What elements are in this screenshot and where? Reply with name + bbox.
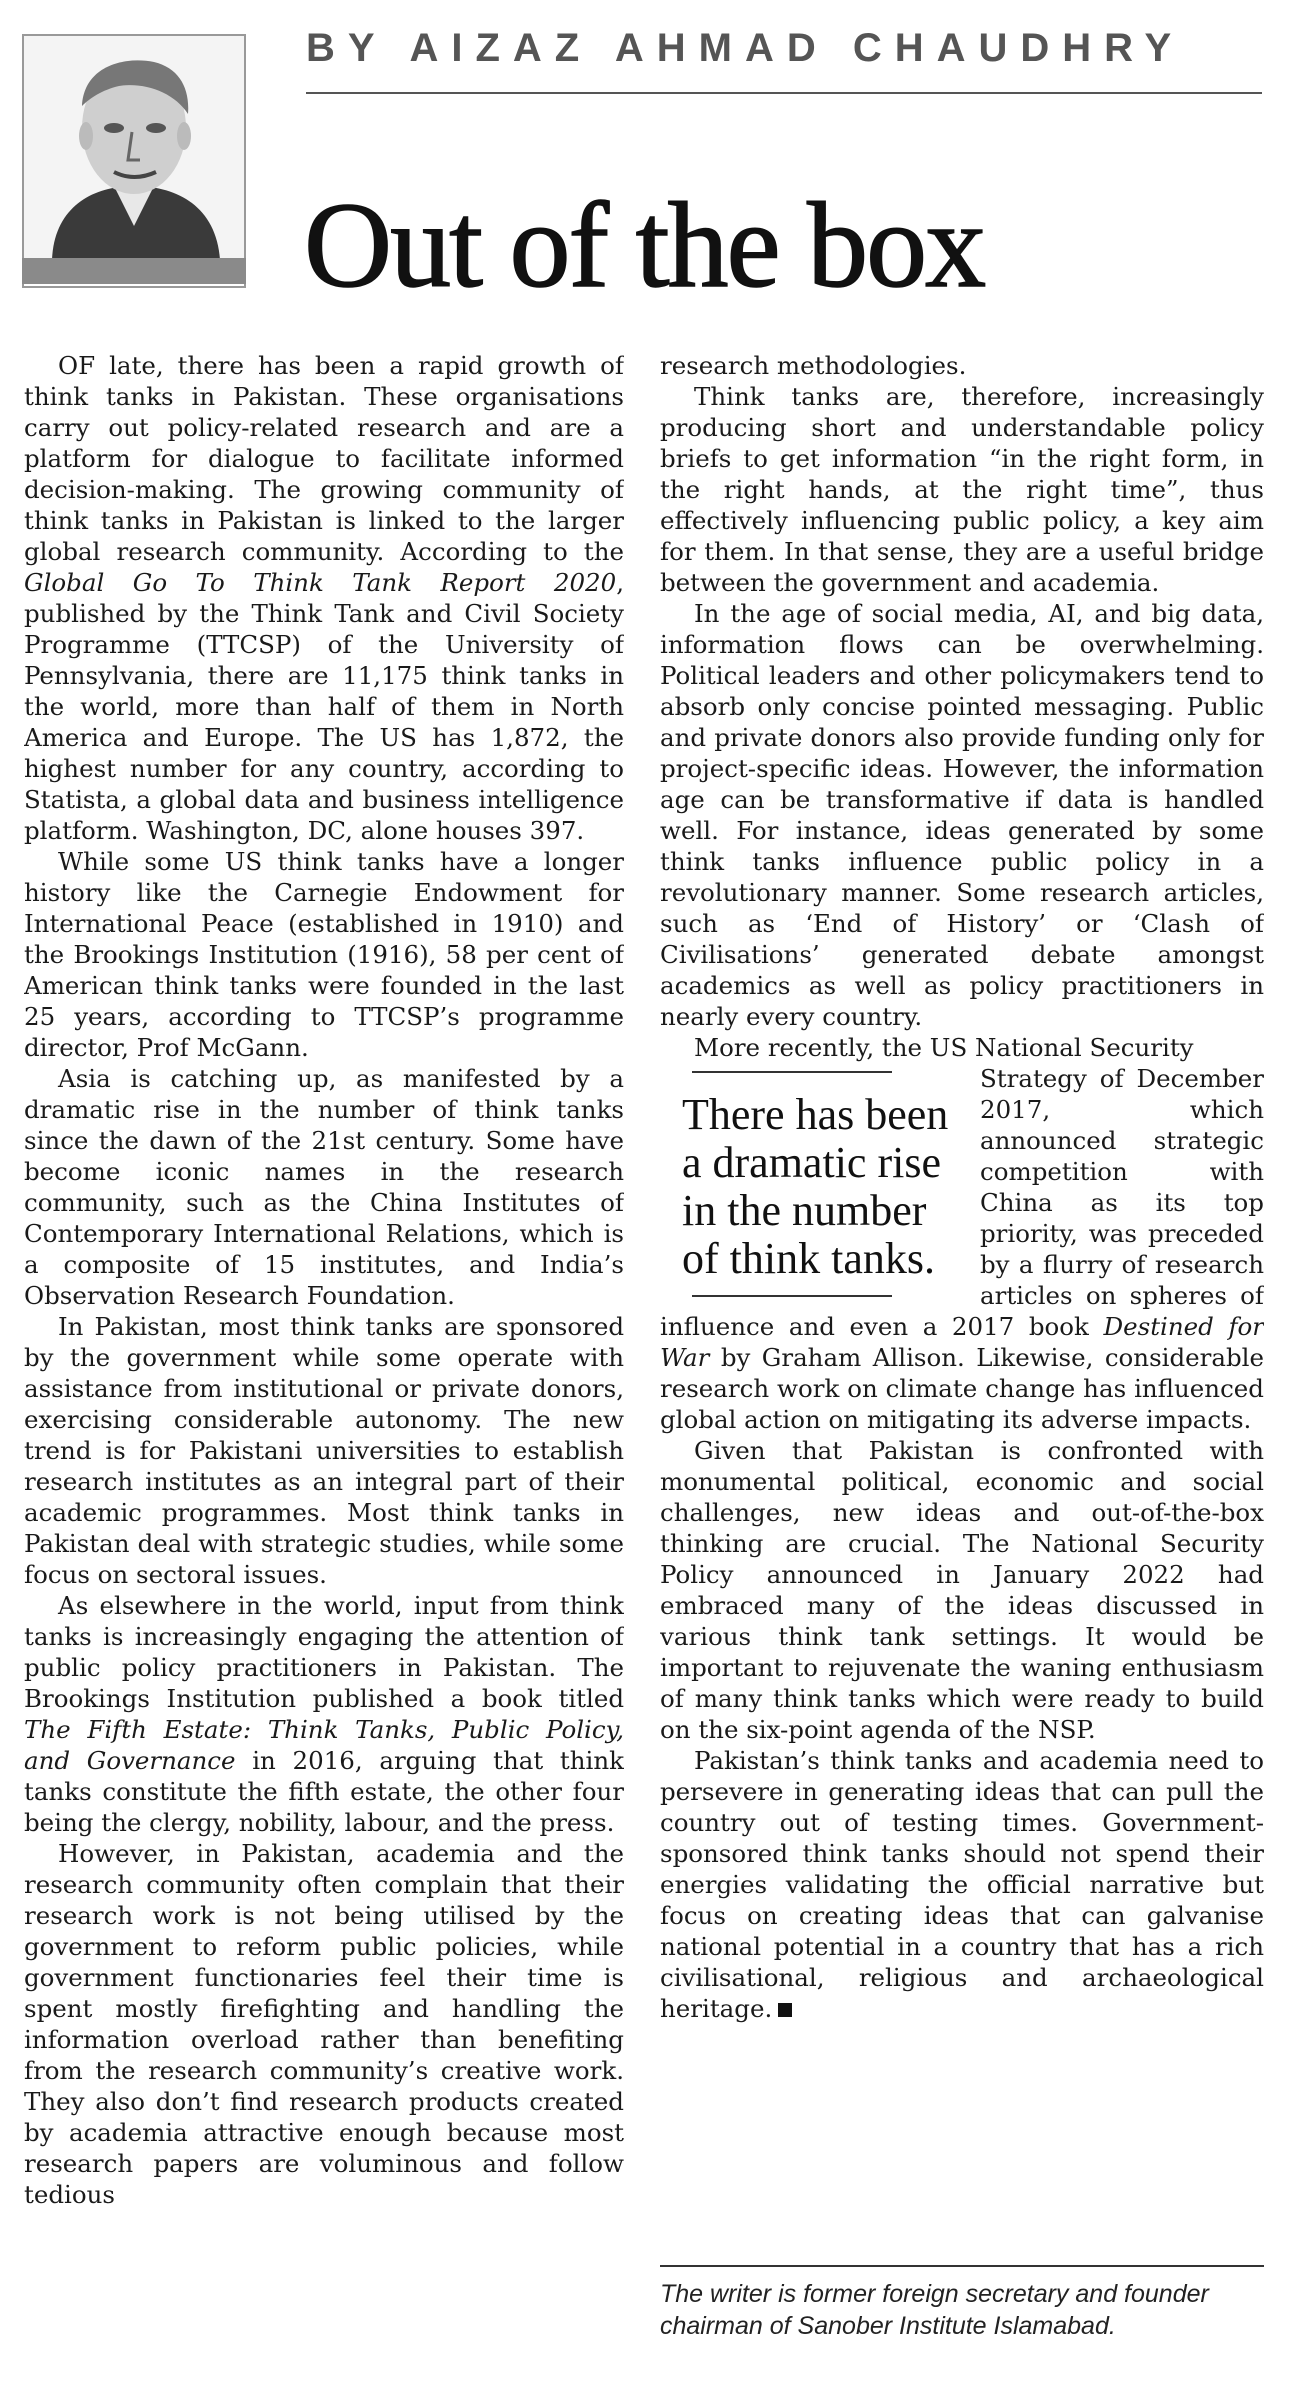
byline-rule (306, 92, 1262, 94)
pull-quote-text: There has been a dramatic rise in the number of think tanks. (682, 1090, 949, 1283)
paragraph: In Pakistan, most think tanks are sponsored by the government while some operate with assistance from institutional or private donors, exercising considerable autonomy. The new trend is for Pakistani universities to establish research institutes as an integral part of their academic programmes. Most think tanks in Pakistan deal with strategic studies, while some focus on sectoral issues. (24, 1312, 624, 1589)
pull-quote-rule-bottom (692, 1295, 892, 1297)
end-mark-icon (778, 2003, 792, 2017)
paragraph: Think tanks are, therefore, increasingly producing short and understandable policy briefs to get information “in the right form, in the right hands, at the right time”, thus effectively influencing public policy, a key aim for them. In that sense, they are a useful bridge between the government and academia. (660, 382, 1264, 597)
paragraph: Pakistan’s think tanks and academia need to persevere in generating ideas that can pull the country out of testing times. Government-sponsored think tanks should not spend their energies validating the official narrative but focus on creating ideas that can galvanise national potential in a country that has a rich civilisational, religious and archaeological heritage. (660, 1746, 1264, 2023)
portrait-caption-bar (22, 258, 246, 284)
paragraph-lead: More recently, the US National Security (694, 1033, 1194, 1062)
paragraph: As elsewhere in the world, input from think tanks is increasingly engaging the attention of public policy practitioners in Pakistan. The Brookings Institution published a book titled The Fifth Estate: Think Tanks, Public Policy, and Governance in 2016, arguing that think tanks constitute the fifth estate, the other four being the clergy, nobility, labour, and the press. (24, 1591, 624, 1837)
paragraph: Given that Pakistan is confronted with monumental political, economic and social challenges, new ideas and out-of-the-box thinking are crucial. The National Security Policy announced in January 2022 had embraced many of the ideas discussed in various think tank settings. It would be important to rejuvenate the waning enthusiasm of many think tanks which were ready to build on the six-point agenda of the NSP. (660, 1436, 1264, 1744)
author-note-rule (660, 2265, 1264, 2267)
author-portrait (22, 34, 246, 288)
author-photo (24, 36, 244, 260)
paragraph: Strategy of December 2017, which announced strategic competition with China as its top priority, was preceded by a flurry of research articles on spheres of influence and even a 2017 book Destined for War by Graham Allison. Likewise, considerable research work on climate change has influenced global action on mitigating its adverse impacts. (660, 1064, 1264, 1434)
author-note: The writer is former foreign secretary and founder chairman of Sanober Institute Islamabad. (660, 2280, 1209, 2340)
paragraph: OF late, there has been a rapid growth of think tanks in Pakistan. These organisations carry out policy-related research and are a platform for dialogue to facilitate informed decision-making. The growing community of think tanks in Pakistan is linked to the larger global research community. According to the Global Go To Think Tank Report 2020, published by the Think Tank and Civil Society Programme (TTCSP) of the University of Pennsylvania, there are 11,175 think tanks in the world, more than half of them in North America and Europe. The US has 1,872, the highest number for any country, according to Statista, a global data and business intelligence platform. Washington, DC, alone houses 397. (24, 351, 624, 845)
paragraph: Asia is catching up, as manifested by a dramatic rise in the number of think tanks since the dawn of the 21st century. Some have become iconic names in the research community, such as the China Institutes of Contemporary International Relations, which is a composite of 15 institutes, and India’s Observation Research Foundation. (24, 1064, 624, 1310)
headline: Out of the box (304, 178, 985, 313)
paragraph: While some US think tanks have a longer history like the Carnegie Endowment for International Peace (established in 1910) and the Brookings Institution (1916), 58 per cent of American think tanks were founded in the last 25 years, according to TTCSP’s programme director, Prof McGann. (24, 847, 624, 1062)
paragraph: However, in Pakistan, academia and the research community often complain that their research work is not being utilised by the government to reform public policies, while government functionaries feel their time is spent mostly firefighting and handling the information overload rather than benefiting from the research community’s creative work. They also don’t find research products created by academia attractive enough because most research papers are voluminous and follow tedious (24, 1839, 624, 2209)
pull-quote (660, 1063, 950, 1297)
paragraph-continuation: research methodologies. (660, 351, 967, 380)
right-column (660, 350, 1264, 2390)
left-column (24, 350, 624, 2370)
paragraph: In the age of social media, AI, and big data, information flows can be overwhelming. Political leaders and other policymakers tend to absorb only concise pointed messaging. Public and private donors also provide funding only for project-specific ideas. However, the information age can be transformative if data is handled well. For instance, ideas generated by some think tanks influence public policy in a revolutionary manner. Some research articles, such as ‘End of History’ or ‘Clash of Civilisations’ generated debate amongst academics as well as policy practitioners in nearly every country. (660, 599, 1264, 1031)
byline: BY AIZAZ AHMAD CHAUDHRY (306, 26, 1185, 70)
